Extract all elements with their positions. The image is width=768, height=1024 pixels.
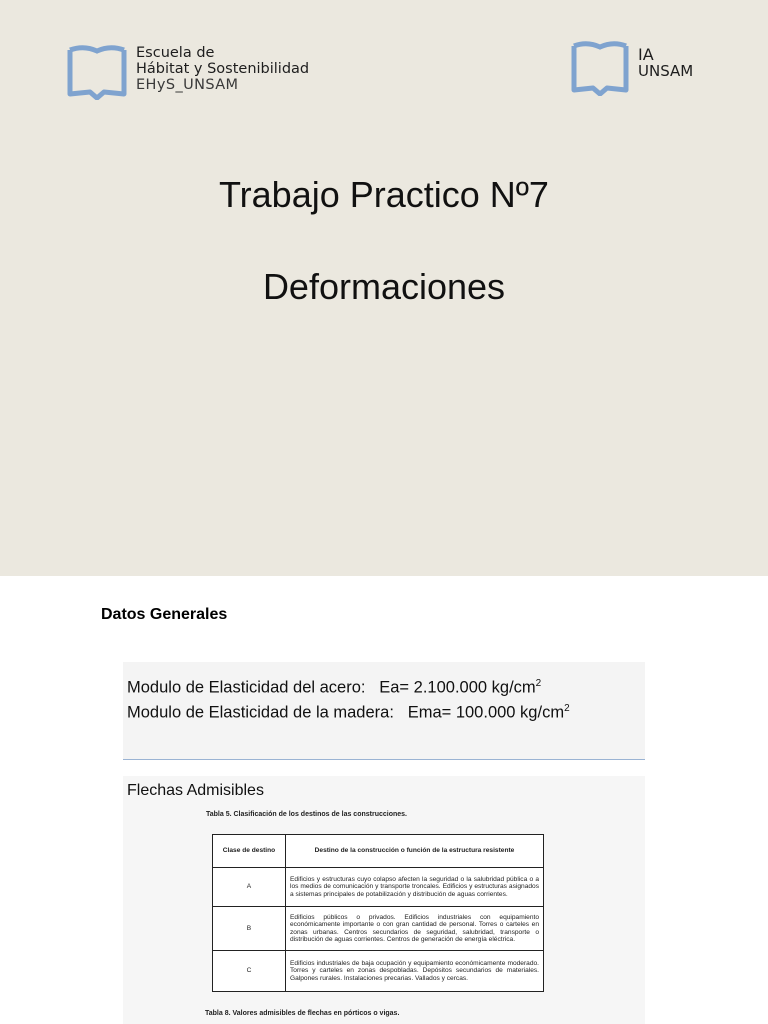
row-class: A <box>213 868 286 907</box>
open-book-icon <box>570 40 630 96</box>
table-row <box>213 868 544 907</box>
flechas-title: Flechas Admisibles <box>127 782 264 799</box>
logo-unsam: UNSAM <box>638 62 694 80</box>
flechas-panel <box>123 776 645 1024</box>
slide-subtitle: Deformaciones <box>262 266 506 307</box>
table-8-caption: Tabla 8. Valores admisibles de flechas en pórticos o vigas. <box>205 1010 400 1017</box>
ehys-logo <box>66 42 336 102</box>
header-clase: Clase de destino <box>213 835 286 868</box>
row-description: Edificios industriales de baja ocupación y equipamiento económicamente moderado. Torres y carteles en zonas despobladas. Depósitos secundarios de materiales. Galpones rurales. Instalaciones precarias. Vallados y cercas. <box>286 951 544 992</box>
logo-line-1: Escuela de <box>136 45 215 61</box>
wood-modulus-value: Ema= 100.000 kg/cm <box>407 703 565 722</box>
table-5-caption: Tabla 5. Clasificación de los destinos de las construcciones. <box>206 811 407 818</box>
table-row <box>213 951 544 992</box>
data-slide <box>0 576 768 1024</box>
divider-line <box>123 759 645 760</box>
steel-modulus-line <box>127 678 541 698</box>
logo-line-2: Hábitat y Sostenibilidad <box>136 61 310 77</box>
ia-unsam-logo-text <box>638 47 693 79</box>
destinations-table <box>212 834 544 992</box>
ehys-logo-text <box>136 45 309 93</box>
wood-modulus-line <box>127 703 570 723</box>
row-class: C <box>213 951 286 992</box>
ia-unsam-logo <box>570 40 720 100</box>
table-row <box>213 907 544 951</box>
slide-title: Trabajo Practico Nº7 <box>219 174 549 215</box>
table-header-row <box>213 835 544 868</box>
open-book-icon <box>66 42 128 100</box>
row-description: Edificios públicos o privados. Edificios industriales con equipamiento económicamente importante o con gran cantidad de personal. Torres o carteles en zonas urbanas. Centros secundarios de seguridad, salubridad, transporte o distribución de aguas corrientes. Centros de generación de energía eléctrica. <box>286 907 544 951</box>
section-heading: Datos Generales <box>101 606 228 623</box>
wood-modulus-exponent: 2 <box>564 703 570 714</box>
steel-modulus-exponent: 2 <box>535 678 542 689</box>
logo-ia: IA <box>638 45 654 64</box>
header-destino: Destino de la construcción o función de la estructura resistente <box>286 835 544 868</box>
modulus-panel <box>123 662 645 760</box>
steel-modulus-value: Ea= 2.100.000 kg/cm <box>379 678 536 697</box>
row-class: B <box>213 907 286 951</box>
wood-modulus-label: Modulo de Elasticidad de la madera: <box>127 703 394 722</box>
steel-modulus-label: Modulo de Elasticidad del acero: <box>127 678 366 697</box>
logo-line-3: EHyS_UNSAM <box>136 77 239 93</box>
row-description: Edificios y estructuras cuyo colapso afecten la seguridad o la salubridad pública o a los medios de comunicación y transporte troncales. Edificios y estructuras asignados a sistemas principales de potabilización y distribución de aguas corrientes. <box>286 868 544 907</box>
